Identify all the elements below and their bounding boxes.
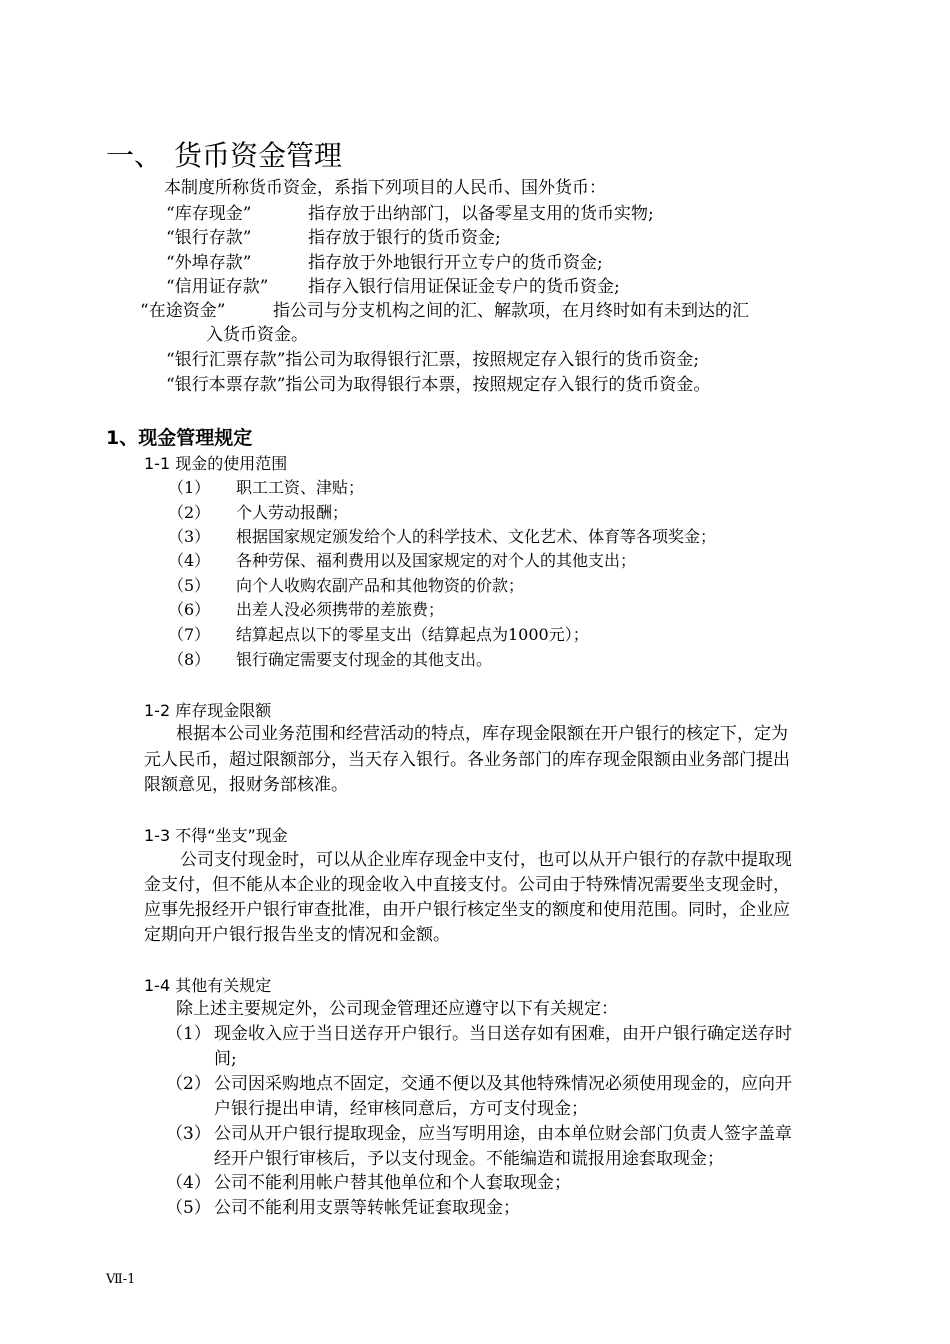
paragraph-line: 限额意见，报财务部核准。 <box>144 775 348 795</box>
definition-continuation: 入货币资金。 <box>206 325 308 345</box>
page-number: Ⅶ-1 <box>106 1272 136 1287</box>
subsection-heading: 1-4 其他有关规定 <box>144 976 272 995</box>
paragraph-line: 金支付，但不能从本企业的现金收入中直接支付。公司由于特殊情况需要坐支现金时， <box>144 875 790 895</box>
paragraph-line: 除上述主要规定外，公司现金管理还应遵守以下有关规定： <box>176 999 618 1019</box>
list-item: （8） 银行确定需要支付现金的其他支出。 <box>168 650 493 669</box>
list-item: （2） 公司因采购地点不固定，交通不便以及其他特殊情况必须使用现金的，应向开 <box>166 1074 792 1094</box>
list-item: （6） 出差人没必须携带的差旅费； <box>168 600 445 619</box>
paragraph-line: 定期向开户银行报告坐支的情况和金额。 <box>144 925 450 945</box>
subsection-heading: 1-1 现金的使用范围 <box>144 454 288 473</box>
list-item-continuation: 经开户银行审核后，予以支付现金。不能编造和谎报用途套取现金； <box>214 1149 724 1169</box>
paragraph-line: 应事先报经开户银行审查批准，由开户银行核定坐支的额度和使用范围。同时，企业应 <box>144 900 790 920</box>
paragraph-line: 公司支付现金时，可以从企业库存现金中支付，也可以从开户银行的存款中提取现 <box>180 850 792 870</box>
section-heading: 1、现金管理规定 <box>106 427 253 449</box>
list-item: （4） 公司不能利用帐户替其他单位和个人套取现金； <box>166 1173 571 1193</box>
page-title <box>106 134 342 174</box>
list-item: （3） 公司从开户银行提取现金，应当写明用途，由本单位财会部门负责人签字盖章 <box>166 1124 792 1144</box>
definition-item: “银行本票存款”指公司为取得银行本票，按照规定存入银行的货币资金。 <box>166 375 711 395</box>
list-item: （1） 现金收入应于当日送存开户银行。当日送存如有困难，由开户银行确定送存时 <box>166 1024 792 1044</box>
definition-item: “外埠存款” 指存放于外地银行开立专户的货币资金; <box>166 253 603 273</box>
list-item: （7） 结算起点以下的零星支出（结算起点为1000元）； <box>168 625 589 644</box>
subsection-heading: 1-2 库存现金限额 <box>144 701 272 720</box>
subsection-heading: 1-3 不得“坐支”现金 <box>144 826 288 845</box>
intro-text: 本制度所称货币资金，系指下列项目的人民币、国外货币： <box>164 178 606 198</box>
list-item: （3） 根据国家规定颁发给个人的科学技术、文化艺术、体育等各项奖金； <box>168 527 717 546</box>
paragraph-line: 元人民币，超过限额部分，当天存入银行。各业务部门的库存现金限额由业务部门提出 <box>144 750 790 770</box>
list-item: （2） 个人劳动报酬； <box>168 503 349 522</box>
definition-item: “信用证存款” 指存入银行信用证保证金专户的货币资金; <box>166 277 620 297</box>
list-item-continuation: 间; <box>214 1049 237 1069</box>
title-number: 一、 <box>106 139 163 172</box>
definition-item: “银行存款” 指存放于银行的货币资金; <box>166 228 501 248</box>
title-text: 货币资金管理 <box>174 139 343 172</box>
list-item-continuation: 户银行提出申请，经审核同意后，方可支付现金； <box>214 1099 588 1119</box>
definition-item: “银行汇票存款”指公司为取得银行汇票，按照规定存入银行的货币资金; <box>166 350 700 370</box>
definition-item: “库存现金” 指存放于出纳部门，以备零星支用的货币实物; <box>166 204 654 224</box>
list-item: （4） 各种劳保、福利费用以及国家规定的对个人的其他支出； <box>168 551 637 570</box>
definition-item: “在途资金” 指公司与分支机构之间的汇、解款项，在月终时如有未到达的汇 <box>140 301 749 321</box>
paragraph-line: 根据本公司业务范围和经营活动的特点，库存现金限额在开户银行的核定下，定为 <box>176 724 788 744</box>
list-item: （5） 公司不能利用支票等转帐凭证套取现金； <box>166 1198 520 1218</box>
list-item: （5） 向个人收购农副产品和其他物资的价款； <box>168 576 525 595</box>
list-item: （1） 职工工资、津贴； <box>168 478 365 497</box>
